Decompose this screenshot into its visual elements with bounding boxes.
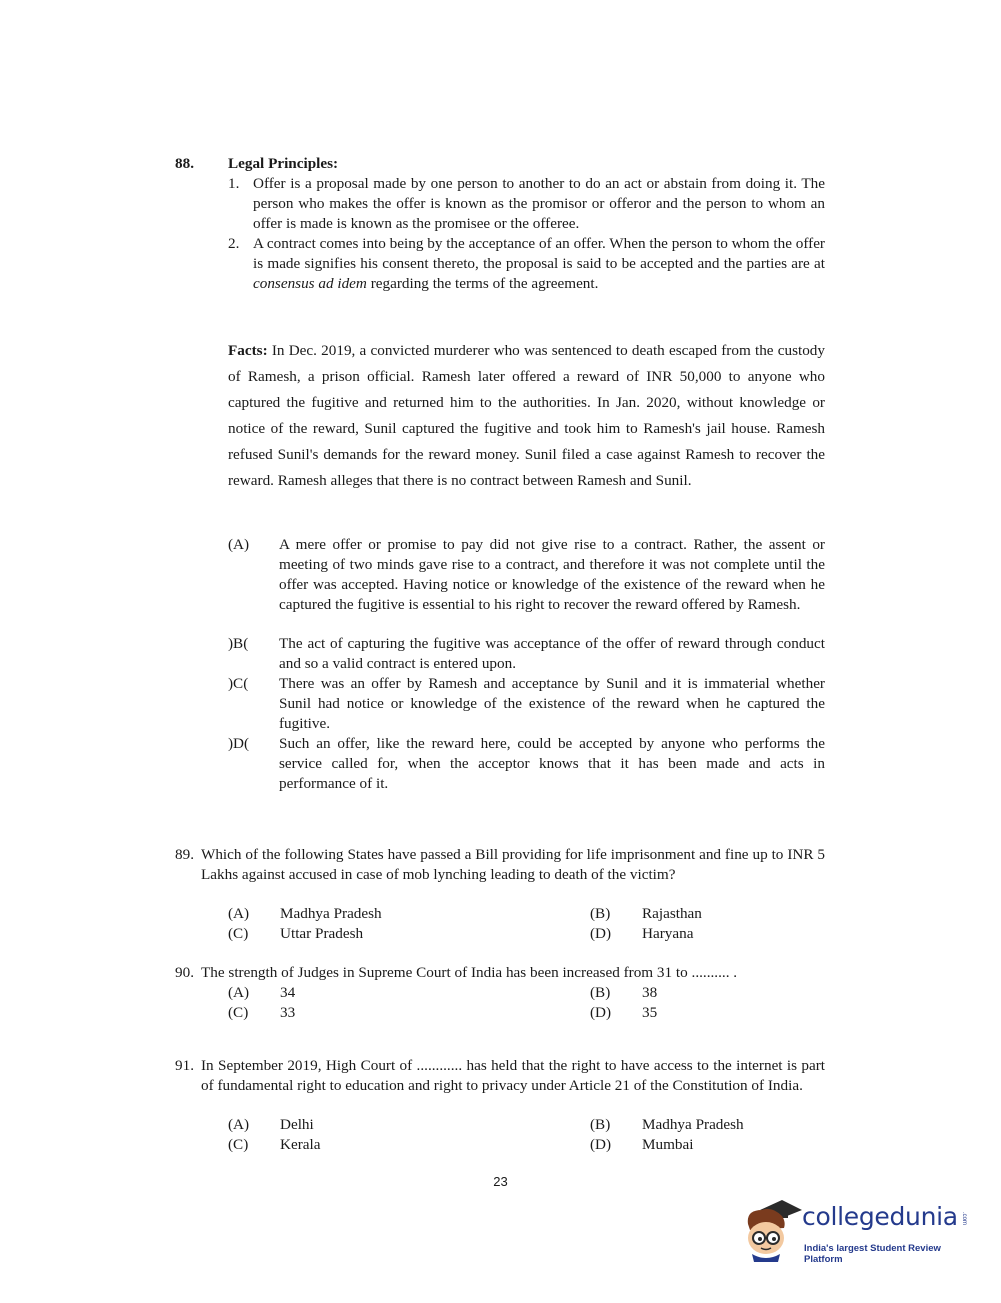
mascot-icon: [742, 1196, 804, 1266]
q90-choice-b[interactable]: [590, 983, 657, 1003]
choice-label: (C): [228, 1004, 249, 1021]
choice-text: 34: [280, 984, 296, 1001]
choice-label: (A): [228, 905, 250, 922]
choice-label: (D): [590, 1004, 612, 1021]
principle-number: 1.: [228, 175, 240, 192]
question-text: The strength of Judges in Supreme Court of India has been increased from 31 to .......... .: [201, 964, 738, 981]
option-text: A mere offer or promise to pay did not give rise to a contract. Rather, the assent or meeting of two minds gave rise to a contract, and therefore it was not complete until the offer was accepted. Having notice or knowledge of the existence of the reward when he captured the fugitive is essential to his right to recover the reward offered by Ramesh.: [279, 536, 825, 613]
q88-option-c[interactable]: [228, 674, 825, 734]
choice-text: Rajasthan: [642, 905, 702, 922]
choice-text: Uttar Pradesh: [280, 925, 364, 942]
q91-choice-d[interactable]: [590, 1135, 693, 1155]
question-number: 91.: [175, 1057, 194, 1074]
choice-label: (B): [590, 984, 611, 1001]
choice-text: Kerala: [280, 1136, 321, 1153]
principle-number: 2.: [228, 235, 240, 252]
collegedunia-logo[interactable]: [742, 1196, 972, 1266]
q88-option-b[interactable]: [228, 634, 825, 674]
choice-label: (A): [228, 1116, 250, 1133]
logo-com: .com: [961, 1212, 967, 1226]
page-number: 23: [493, 1174, 508, 1189]
question-number: 89.: [175, 846, 194, 863]
choice-label: (C): [228, 1136, 249, 1153]
facts-text: In Dec. 2019, a convicted murderer who was sentenced to death escaped from the custody of Ramesh, a prison official. Ramesh later offered a reward of INR 50,000 to anyone who captured the fugitive and returned him to the authorities. In Jan. 2020, without knowledge or notice of the reward, Sunil captured the fugitive and took him to Ramesh's jail house. Ramesh refused Sunil's demands for the reward money. Sunil filed a case against Ramesh to recover the reward. Ramesh alleges that there is no contract between Ramesh and Sunil.: [228, 342, 825, 489]
choice-text: 33: [280, 1004, 296, 1021]
q89-choice-b[interactable]: [590, 904, 702, 924]
choice-text: 35: [642, 1004, 658, 1021]
choice-text: Madhya Pradesh: [642, 1116, 744, 1133]
logo-wordmark: collegedunia: [802, 1202, 958, 1231]
q89-choice-c[interactable]: [228, 924, 363, 944]
q88-option-a[interactable]: [228, 535, 825, 615]
principle-text: A contract comes into being by the acceptance of an offer. When the person to whom the offer is made signifies his consent thereto, the proposal is said to be accepted and the parties are at consensus ad idem regarding the terms of the agreement.: [253, 235, 825, 292]
q88-option-d[interactable]: [228, 734, 825, 794]
question-text: In September 2019, High Court of ............ has held that the right to have access to the internet is part of fundamental right to education and right to privacy under Article 21 of the Constitution of India.: [201, 1057, 825, 1094]
q90-choice-d[interactable]: [590, 1003, 657, 1023]
logo-tagline: India's largest Student Review Platform: [804, 1243, 941, 1265]
option-text: There was an offer by Ramesh and acceptance by Sunil and it is immaterial whether Sunil had notice or knowledge of the existence of the reward when he captured the fugitive.: [279, 675, 825, 732]
option-label: )B(: [228, 635, 249, 652]
option-text: Such an offer, like the reward here, could be accepted by anyone who performs the service called for, when the acceptor knows that it has been made and acts in performance of it.: [279, 735, 825, 792]
legal-principle-1: [228, 174, 825, 234]
choice-label: (B): [590, 905, 611, 922]
choice-text: Haryana: [642, 925, 694, 942]
q89-choice-d[interactable]: [590, 924, 693, 944]
question-88-number: 88.: [175, 155, 194, 172]
legal-principles-heading: Legal Principles:: [228, 155, 339, 172]
q90-choice-a[interactable]: [228, 983, 295, 1003]
q91-choice-b[interactable]: [590, 1115, 744, 1135]
latin-term: consensus ad idem: [253, 275, 367, 292]
question-text: Which of the following States have passed a Bill providing for life imprisonment and fine up to INR 5 Lakhs against accused in case of mob lynching leading to death of the victim?: [201, 846, 825, 883]
option-text: The act of capturing the fugitive was acceptance of the offer of reward through conduct and so a valid contract is entered upon.: [279, 635, 825, 672]
choice-label: (D): [590, 1136, 612, 1153]
question-91: [175, 1056, 825, 1096]
choice-text: Mumbai: [642, 1136, 694, 1153]
option-label: )D(: [228, 735, 250, 752]
q90-choice-c[interactable]: [228, 1003, 295, 1023]
principle-text: Offer is a proposal made by one person to another to do an act or abstain from doing it. The person who makes the offer is known as the promisor or offeror and the person to whom an offer is made is known as the promisee or the offeree.: [253, 175, 825, 232]
choice-label: (A): [228, 984, 250, 1001]
question-90: [175, 963, 825, 983]
facts-paragraph: [228, 338, 825, 494]
legal-principle-2: [228, 234, 825, 294]
choice-text: Delhi: [280, 1116, 314, 1133]
option-label: )C(: [228, 675, 249, 692]
choice-label: (D): [590, 925, 612, 942]
question-number: 90.: [175, 964, 194, 981]
choice-label: (B): [590, 1116, 611, 1133]
choice-text: 38: [642, 984, 658, 1001]
question-89: [175, 845, 825, 885]
q91-choice-c[interactable]: [228, 1135, 320, 1155]
option-label: (A): [228, 536, 250, 553]
q91-choice-a[interactable]: [228, 1115, 314, 1135]
choice-label: (C): [228, 925, 249, 942]
q89-choice-a[interactable]: [228, 904, 382, 924]
facts-label: Facts:: [228, 342, 268, 359]
choice-text: Madhya Pradesh: [280, 905, 382, 922]
